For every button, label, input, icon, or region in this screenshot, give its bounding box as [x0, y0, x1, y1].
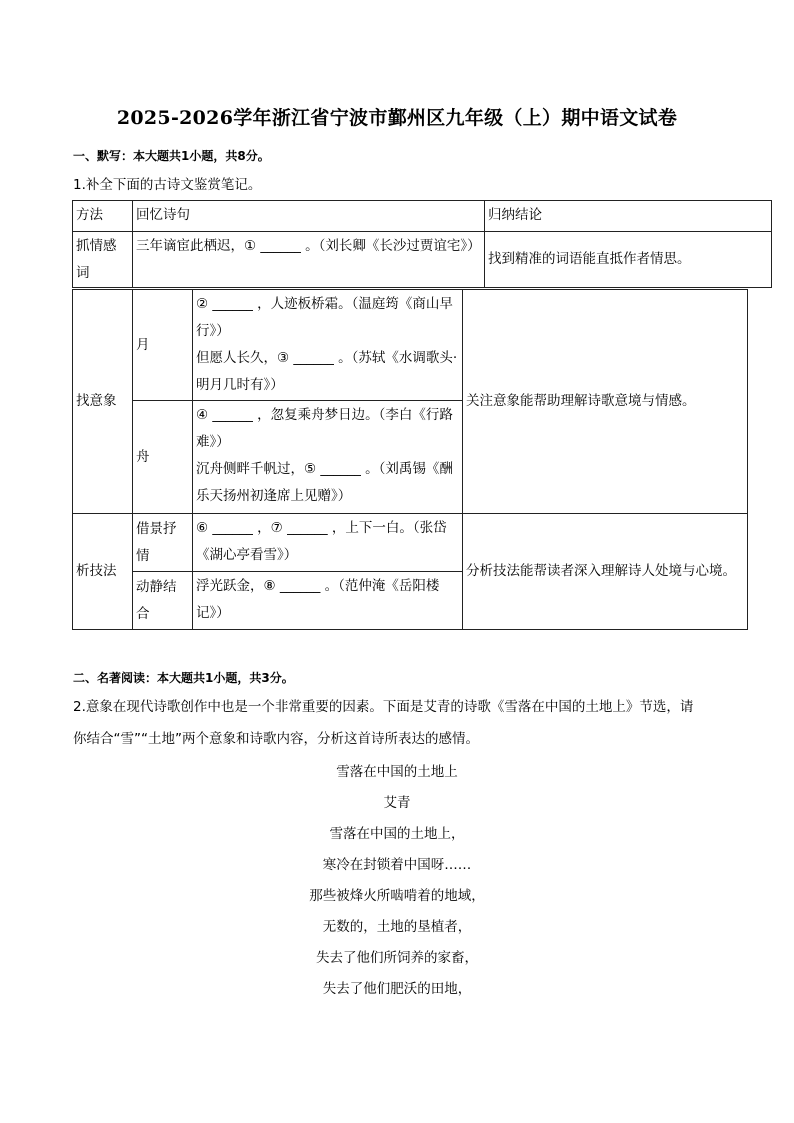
page-title: 2025-2026学年浙江省宁波市鄞州区九年级（上）期中语文试卷 [116, 107, 678, 129]
poem-line: 寒冷在封锁着中国呀…… [322, 857, 472, 873]
question-2-line-1: 2.意象在现代诗歌创作中也是一个非常重要的因素。下面是艾青的诗歌《雪落在中国的土地上》节选，请 [73, 699, 694, 715]
sub-technique-2: 动静结合 [132, 571, 193, 630]
poem-boat-line-1: ④ ______ ，忽复乘舟梦日边。（李白《行路难》） [196, 407, 453, 450]
poem-cell-technique-2: 浮光跃金，⑧ ______ 。（范仲淹《岳阳楼记》） [192, 571, 463, 630]
poem-cell-technique-1: ⑥ ______ ，⑦ ______ ，上下一白。（张岱《湖心亭看雪》） [192, 513, 463, 572]
conclusion-3: 分析技法能帮读者深入理解诗人处境与心境。 [462, 513, 748, 630]
method-emotion-words: 抓情感词 [72, 231, 133, 288]
poem-line: 失去了他们所饲养的家畜， [316, 950, 478, 966]
header-poem: 回忆诗句 [132, 200, 485, 232]
header-conclusion: 归纳结论 [484, 200, 772, 232]
question-2-line-2: 你结合“雪”“土地”两个意象和诗歌内容，分析这首诗所表达的感情。 [73, 731, 479, 747]
poem-cell-1: 三年谪宦此栖迟，① ______ 。（刘长卿《长沙过贾谊宅》） [132, 231, 485, 288]
poem-title: 雪落在中国的土地上 [336, 764, 458, 780]
poem-moon-line-2: 但愿人长久，③ ______ 。（苏轼《水调歌头·明月几时有》） [196, 350, 458, 393]
sub-boat: 舟 [132, 400, 193, 514]
poem-line: 那些被烽火所啮啃着的地域， [309, 888, 485, 904]
question-1: 1.补全下面的古诗文鉴赏笔记。 [73, 177, 262, 193]
poem-cell-boat [192, 400, 463, 514]
conclusion-2: 关注意象能帮助理解诗歌意境与情感。 [462, 289, 748, 514]
section-heading-1: 一、默写：本大题共1小题，共8分。 [73, 149, 270, 163]
poem-moon-line-1: ② ______ ，人迹板桥霜。（温庭筠《商山早行》） [196, 296, 453, 339]
method-technique: 析技法 [72, 513, 133, 630]
poem-line: 失去了他们肥沃的田地， [322, 981, 472, 997]
conclusion-1: 找到精准的词语能直抵作者情思。 [484, 231, 772, 288]
poem-author: 艾青 [383, 795, 411, 811]
poem-cell-moon [192, 289, 463, 401]
header-method: 方法 [72, 200, 133, 232]
poem-line: 无数的，土地的垦植者， [322, 919, 472, 935]
section-heading-2: 二、名著阅读：本大题共1小题，共3分。 [73, 671, 294, 685]
poem-boat-line-2: 沉舟侧畔千帆过，⑤ ______ 。（刘禹锡《酬乐天扬州初逢席上见赠》） [196, 461, 453, 504]
sub-technique-1: 借景抒情 [132, 513, 193, 572]
poem-line: 雪落在中国的土地上， [329, 826, 465, 842]
method-imagery: 找意象 [72, 289, 133, 514]
sub-moon: 月 [132, 289, 193, 401]
